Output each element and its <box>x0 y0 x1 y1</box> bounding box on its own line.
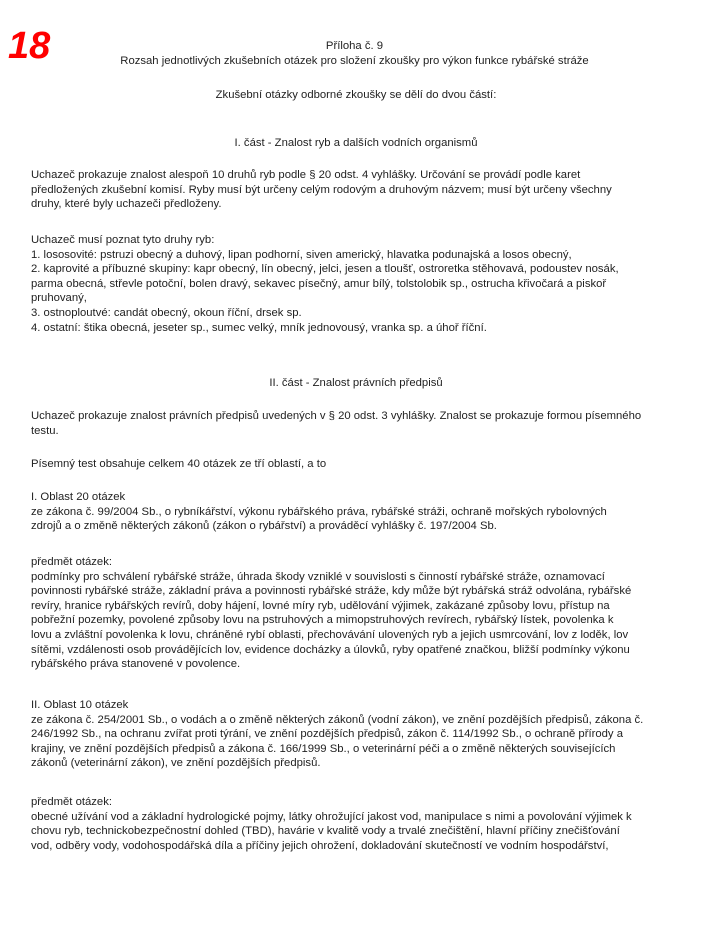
part1-heading: I. část - Znalost ryb a dalších vodních organismů <box>234 137 478 149</box>
subject-title: předmět otázek: <box>31 796 113 808</box>
text-line: vod, odběry vody, vodohospodářská díla a příčiny jejich ohrožení, dokladování skutečností ve vodním hospodářství, <box>31 839 609 852</box>
text-line: revíry, hranice rybářských revírů, doby hájení, lovné míry ryb, udělování výjimek, zakázané způsoby lovu, přístup na <box>31 599 610 612</box>
text-line: pobřežní pozemky, povolené způsoby lovu na pstruhových a mimopstruhových revírech, rybářský lístek, povolenka k <box>31 614 614 627</box>
text-line: zdrojů a o změně některých zákonů (zákon o rybářství) a prováděcí vyhlášky č. 197/2004 Sb. <box>31 520 497 533</box>
text-line: sítěmi, vzdálenosti osob provádějících lov, evidence docházky a úlovků, ryby opatřené značkou, bližší podmínky výkonu <box>31 643 630 656</box>
fish-list <box>31 233 681 335</box>
text-line: obecné užívání vod a základní hydrologické pojmy, látky ohrožující jakost vod, manipulace s nimi a povolování výjimek k <box>31 810 632 823</box>
text-line: krajiny, ve znění pozdějších předpisů a zákona č. 166/1999 Sb., o veterinární péči a o změně některých souvisejících <box>31 742 616 755</box>
part1-paragraph <box>31 168 681 212</box>
area2-subject <box>31 795 681 853</box>
text-line: lovu a zvláštní povolenka k lovu, chráněné rybí oblasti, přechovávání ulovených ryb a jejich usmrcování, lov z loděk, lov <box>31 628 629 641</box>
document-title: Rozsah jednotlivých zkušebních otázek pro složení zkoušky pro výkon funkce rybářské stráže <box>120 54 589 67</box>
text-line: ze zákona č. 254/2001 Sb., o vodách a o změně některých zákonů (vodní zákon), ve znění pozdějších předpisů, zákona č. <box>31 713 644 726</box>
text-line: ze zákona č. 99/2004 Sb., o rybníkářství, výkonu rybářského práva, rybářské stráži, ochraně mořských rybolovných <box>31 505 607 518</box>
area1-subject <box>31 555 681 672</box>
text-line: podmínky pro schválení rybářské stráže, úhrada škody vzniklé v souvislosti s činností rybářské stráže, oznamovací <box>31 570 605 583</box>
part2-heading: II. část - Znalost právních předpisů <box>269 377 443 389</box>
attachment-label: Příloha č. 9 <box>325 40 384 52</box>
text-line: Uchazeč prokazuje znalost právních předpisů uvedených v § 20 odst. 3 vyhlášky. Znalost se prokazuje formou písemného <box>31 410 642 422</box>
text-line: testu. <box>31 424 59 437</box>
list-item: parma obecná, střevle potoční, bolen dravý, sekavec písečný, amur bílý, tolstolobik sp., ostrucha křivočará a piskoř <box>31 277 607 290</box>
text-line: povinnosti rybářské stráže, základní práva a povinnosti rybářské stráže, kdy může být rybářská stráž odvolána, rybářské <box>31 585 632 598</box>
page-number: 18 <box>8 25 51 67</box>
text-line: 246/1992 Sb., na ochranu zvířat proti týrání, ve znění pozdějších předpisů, zákon č. 114/1992 Sb., o ochraně přírody a <box>31 728 623 741</box>
area2-section <box>31 698 681 771</box>
area2-title: II. Oblast 10 otázek <box>31 699 129 711</box>
area1-section <box>31 490 681 534</box>
text-line: chovu ryb, technickobezpečnostní dohled (TBD), havárie v kvalitě vody a trvalé znečištění, hlavní příčiny znečišťování <box>31 825 620 838</box>
list-item: 1. lososovité: pstruzi obecný a duhový, lipan podhorní, siven americký, hlavatka podunajská a losos obecný, <box>31 248 572 261</box>
list-item: 2. kaprovité a příbuzné skupiny: kapr obecný, lín obecný, jelci, jesen a tloušť, ostroretka stěhovavá, podoustev nosák, <box>31 263 619 276</box>
test-summary: Písemný test obsahuje celkem 40 otázek ze tří oblastí, a to <box>31 458 327 470</box>
text-line: druhy, které byly uchazeči předloženy. <box>31 198 222 211</box>
list-item: pruhovaný, <box>31 292 87 305</box>
text-line: zákonů (veterinární zákon), ve znění pozdějších předpisů. <box>31 757 321 770</box>
area1-title: I. Oblast 20 otázek <box>31 491 126 503</box>
list-item: 3. ostnoploutvé: candát obecný, okoun říční, drsek sp. <box>31 306 302 319</box>
text-line: Uchazeč prokazuje znalost alespoň 10 druhů ryb podle § 20 odst. 4 vyhlášky. Určování se provádí podle karet <box>31 169 581 181</box>
intro-text: Zkušební otázky odborné zkoušky se dělí do dvou částí: <box>215 89 497 101</box>
text-line: rybářského práva stanovené v povolence. <box>31 658 241 671</box>
fish-list-intro: Uchazeč musí poznat tyto druhy ryb: <box>31 234 215 246</box>
text-line: předložených zkušební komisí. Ryby musí být určeny celým rodovým a druhovým názvem; musí být určeny všechny <box>31 183 612 196</box>
part2-paragraph <box>31 409 681 438</box>
subject-title: předmět otázek: <box>31 556 113 568</box>
list-item: 4. ostatní: štika obecná, jeseter sp., sumec velký, mník jednovousý, vranka sp. a úhoř říční. <box>31 321 487 334</box>
document-header <box>0 39 709 68</box>
